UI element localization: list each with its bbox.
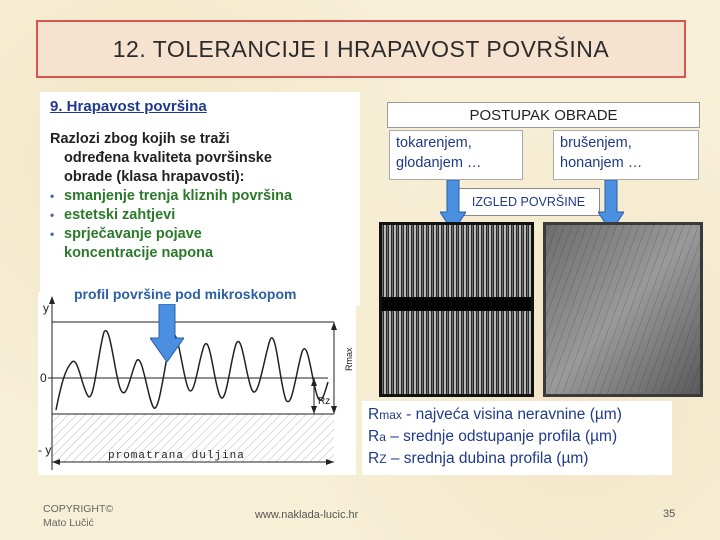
bullet-3-continuation: koncentracije napona <box>64 245 214 261</box>
reasons-text <box>50 130 358 263</box>
process-header: POSTUPAK OBRADE <box>387 102 700 128</box>
method-grinding-honing: brušenjem, honanjem … <box>553 130 699 180</box>
intro-line-3: obrade (klasa hrapavosti): <box>64 169 245 185</box>
list-item: • sprječavanje pojave koncentracije napona <box>50 225 358 263</box>
page-number: 35 <box>663 508 676 520</box>
arrow-down-icon <box>150 304 184 362</box>
copyright: COPYRIGHT© Mato Lučić <box>43 503 114 529</box>
rmax-label: Rmax <box>344 347 354 371</box>
ground-surface-image <box>543 222 703 397</box>
intro-line-2: određena kvaliteta površinske <box>64 150 272 166</box>
legend-ra: Ra – srednje odstupanje profila (µm) <box>368 428 618 445</box>
intro-line-1: Razlozi zbog kojih se traži <box>50 131 230 147</box>
list-item: • smanjenje trenja kliznih površina <box>50 187 358 206</box>
roughness-legend <box>362 401 672 475</box>
rz-label: Rz <box>318 396 331 407</box>
legend-rz: RZ – srednja dubina profila (µm) <box>368 450 589 467</box>
method-turning-milling: tokarenjem, glodanjem … <box>389 130 523 180</box>
legend-rmax: Rmax - najveća visina neravnine (µm) <box>368 406 622 423</box>
turned-surface-image <box>379 222 534 397</box>
reasons-list <box>50 187 358 263</box>
axis-y-label: y <box>43 301 49 315</box>
list-item: • estetski zahtjevi <box>50 206 358 225</box>
slide-title: 12. TOLERANCIJE I HRAPAVOST POVRŠINA <box>112 35 610 62</box>
reasons-panel <box>40 92 360 306</box>
appearance-label: IZGLED POVRŠINE <box>457 188 600 216</box>
length-label: promatrana duljina <box>108 450 245 462</box>
surface-profile-diagram <box>38 292 356 475</box>
axis-neg-y-label: - y <box>38 443 52 457</box>
axis-zero-label: 0 <box>40 371 47 385</box>
subheading: 9. Hrapavost površina <box>50 98 207 115</box>
profil-label: profil površine pod mikroskopom <box>74 286 297 302</box>
website-link[interactable]: www.naklada-lucic.hr <box>255 509 359 521</box>
title-box <box>36 20 686 78</box>
